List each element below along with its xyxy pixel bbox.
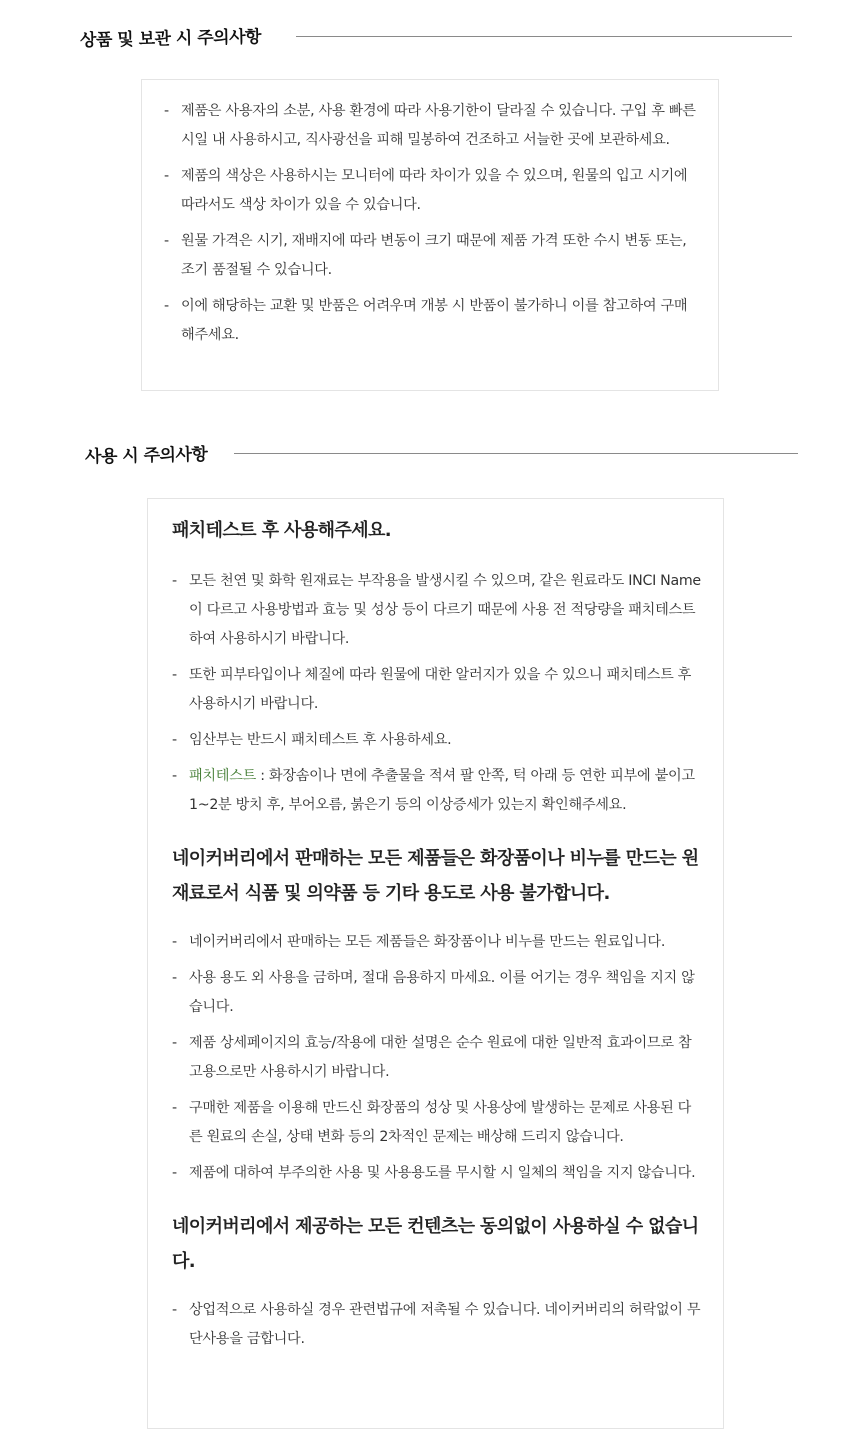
list-item: - 이에 해당하는 교환 및 반품은 어려우며 개봉 시 반품이 불가하니 이를 참고하여 구매해주세요. [164,292,698,350]
patch-test-list [172,567,701,820]
patch-test-text: : 화장솜이나 면에 추출물을 적셔 팔 안쪽, 턱 아래 등 연한 피부에 붙이고 1~2분 방치 후, 부어오름, 붉은기 등의 이상증세가 있는지 확인해주세요. [189,768,695,813]
list-item: - 제품에 대하여 부주의한 사용 및 사용용도를 무시할 시 일체의 책임을 지지 않습니다. [172,1159,701,1188]
patch-test-instruction [172,762,701,820]
list-item: - 모든 천연 및 화학 원재료는 부작용을 발생시킬 수 있으며, 같은 원료라도 INCI Name이 다르고 사용방법과 효능 및 성상 등이 다르기 때문에 사용 전 적당량을 패치테스트 하여 사용하시기 바랍니다. [172,567,701,654]
section-title-usage: 사용 시 주의사항 [84,444,208,468]
section-divider [296,36,792,37]
content-copyright-list [172,1296,701,1354]
storage-notice-list [164,97,698,350]
list-item: - 상업적으로 사용하실 경우 관련법규에 저촉될 수 있습니다. 네이커버리의 허락없이 무단사용을 금합니다. [172,1296,701,1354]
list-item: - 네이커버리에서 판매하는 모든 제품들은 화장품이나 비누를 만드는 원료입니다. [172,928,701,957]
usage-restriction-heading: 네이커버리에서 판매하는 모든 제품들은 화장품이나 비누를 만드는 원재료로서 식품 및 의약품 등 기타 용도로 사용 불가합니다. [172,848,699,904]
pregnancy-warning: - 임산부는 반드시 패치테스트 후 사용하세요. [172,726,701,755]
list-item: - 제품은 사용자의 소분, 사용 환경에 따라 사용기한이 달라질 수 있습니다. 구입 후 빠른 시일 내 사용하시고, 직사광선을 피해 밀봉하여 건조하고 서늘한 곳에 보관하세요. [164,97,698,155]
usage-restriction-list [172,928,701,1188]
list-item: - 사용 용도 외 사용을 금하며, 절대 음용하지 마세요. 이를 어기는 경우 책임을 지지 않습니다. [172,964,701,1022]
list-item: - 제품 상세페이지의 효능/작용에 대한 설명은 순수 원료에 대한 일반적 효과이므로 참고용으로만 사용하시기 바랍니다. [172,1029,701,1087]
content-copyright-heading: 네이커버리에서 제공하는 모든 컨텐츠는 동의없이 사용하실 수 없습니다. [172,1216,699,1272]
list-item: - 제품의 색상은 사용하시는 모니터에 따라 차이가 있을 수 있으며, 원물의 입고 시기에 따라서도 색상 차이가 있을 수 있습니다. [164,162,698,220]
usage-notice-box [147,498,724,1429]
list-item: - 원물 가격은 시기, 재배지에 따라 변동이 크기 때문에 제품 가격 또한 수시 변동 또는, 조기 품절될 수 있습니다. [164,227,698,285]
storage-notice-box [141,79,719,391]
section-divider [234,453,798,454]
patch-test-label: 패치테스트 [189,768,257,784]
section-title-storage: 상품 및 보관 시 주의사항 [79,27,262,51]
patch-test-heading: 패치테스트 후 사용해주세요. [172,520,392,541]
list-item: - 구매한 제품을 이용해 만드신 화장품의 성상 및 사용상에 발생하는 문제로 사용된 다른 원료의 손실, 상태 변화 등의 2차적인 문제는 배상해 드리지 않습니다. [172,1094,701,1152]
list-item: - 또한 피부타입이나 체질에 따라 원물에 대한 알러지가 있을 수 있으니 패치테스트 후 사용하시기 바랍니다. [172,661,701,719]
